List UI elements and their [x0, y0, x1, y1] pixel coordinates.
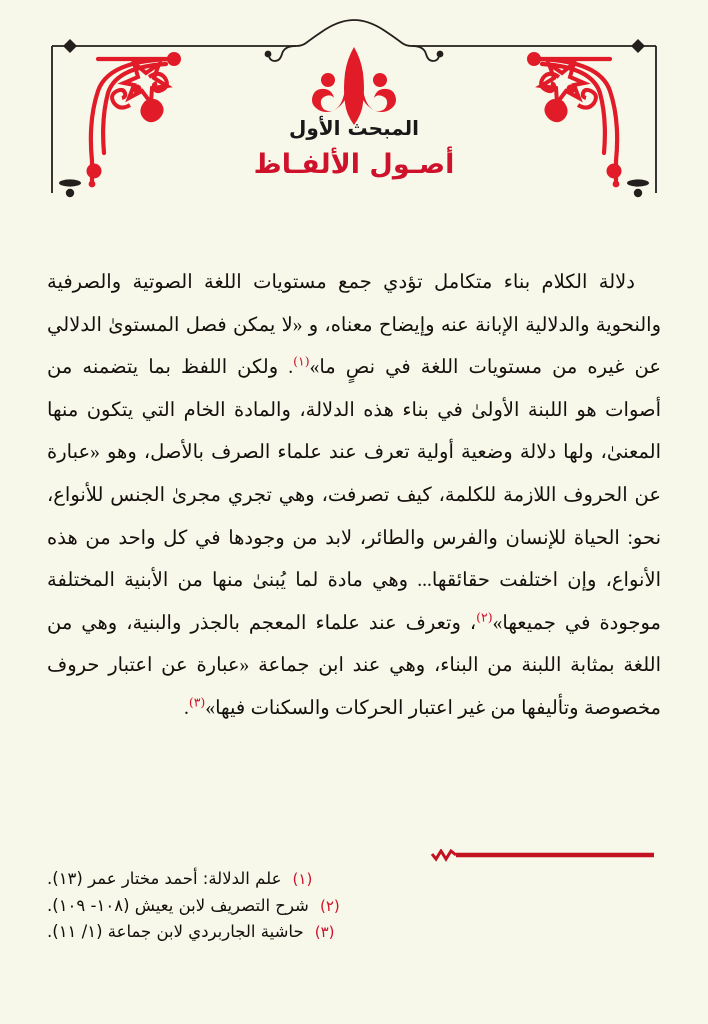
footnote-item	[47, 893, 661, 920]
body-seg-10: من الأبنية المختلفة موجودة في جميعها»	[47, 570, 661, 634]
chapter-heading	[0, 116, 708, 182]
footnote-item	[47, 919, 661, 946]
footnote-list	[47, 866, 661, 946]
body-seg-5: من أصوات هو اللبنة الأولىٰ في بناء هذه الدلالة، والمادة الخام التي يتكون	[47, 357, 661, 421]
footnote-separator-rule	[430, 849, 662, 865]
body-seg-1: دلالة الكلام بناء متكامل تؤدي جمع مستويات اللغة الصوتية والصرفية	[47, 272, 635, 293]
body-seg-9: كل واحد من هذه الأنواع، وإن اختلفت حقائقها... وهي مادة لما يُبنىٰ منها	[47, 527, 662, 592]
fleuron-ornament	[312, 47, 396, 125]
footnote-ref-3[interactable]: (٣)	[188, 694, 206, 710]
body-paragraph	[47, 262, 661, 731]
footnote-text: شرح التصريف لابن يعيش (١٠٨- ١٠٩).	[47, 895, 309, 915]
frame-arch-hook-left-dot	[265, 51, 272, 58]
chapter-subtitle: المبحث الأول	[288, 116, 420, 140]
body-text	[47, 262, 661, 731]
footnote-number: (١)	[292, 870, 313, 888]
footnote-rule-squiggle	[432, 851, 456, 859]
footnote-ref-2[interactable]: (٢)	[476, 609, 493, 624]
footnote-item	[47, 866, 661, 893]
frame-arch-hook-right	[412, 46, 439, 61]
body-seg-12: بالجذر والبنية، وهي من اللغة بمثابة اللبنة من البناء، وهي عند ابن جماعة	[47, 612, 662, 677]
footnote-ref-1[interactable]: (١)	[293, 353, 310, 369]
frame-arch-hook-right-dot	[437, 51, 444, 58]
body-seg-6: منها المعنىٰ، ولها دلالة وضعية أولية تعرف عند علماء الصرف بالأصل، وهو	[47, 399, 661, 464]
footnote-number: (٢)	[320, 896, 340, 915]
body-seg-7: «عبارة عن الحروف اللازمة للكلمة، كيف تصرفت، وهي تجري مجرىٰ	[47, 442, 662, 506]
footnote-number: (٣)	[314, 923, 335, 941]
chapter-title: أصـول الألفـاظ	[253, 149, 455, 180]
frame-center-arch	[296, 20, 412, 46]
footnote-text: حاشية الجاربردي لابن جماعة (١/ ١١).	[47, 922, 304, 941]
body-seg-14: والسكنات فيها»	[205, 697, 330, 719]
frame-diamond-left	[63, 39, 77, 53]
body-seg-11: ، وتعرف عند علماء المعجم	[248, 612, 477, 634]
body-seg-8: الجنس للأنواع، نحو: الحياة للإنسان والفرس والطائر، لابد من وجودها في	[47, 484, 662, 549]
footnote-text: علم الدلالة: أحمد مختار عمر (١٣).	[47, 869, 282, 888]
body-seg-13: «عبارة عن اعتبار حروف مخصوصة وتأليفها من غير اعتبار الحركات	[47, 655, 661, 719]
body-seg-15: .	[183, 697, 189, 719]
body-seg-2: والنحوية والدلالية الإبانة عنه وإيضاح معناه، و «لا يمكن فصل المستوىٰ	[108, 314, 662, 336]
frame-diamond-right	[631, 39, 645, 53]
body-seg-3: الدلالي عن غيره من مستويات اللغة في نصٍ ما»	[47, 314, 662, 379]
body-seg-4: . ولكن اللفظ بما يتضمنه	[82, 357, 294, 379]
frame-arch-hook-left	[269, 46, 296, 61]
